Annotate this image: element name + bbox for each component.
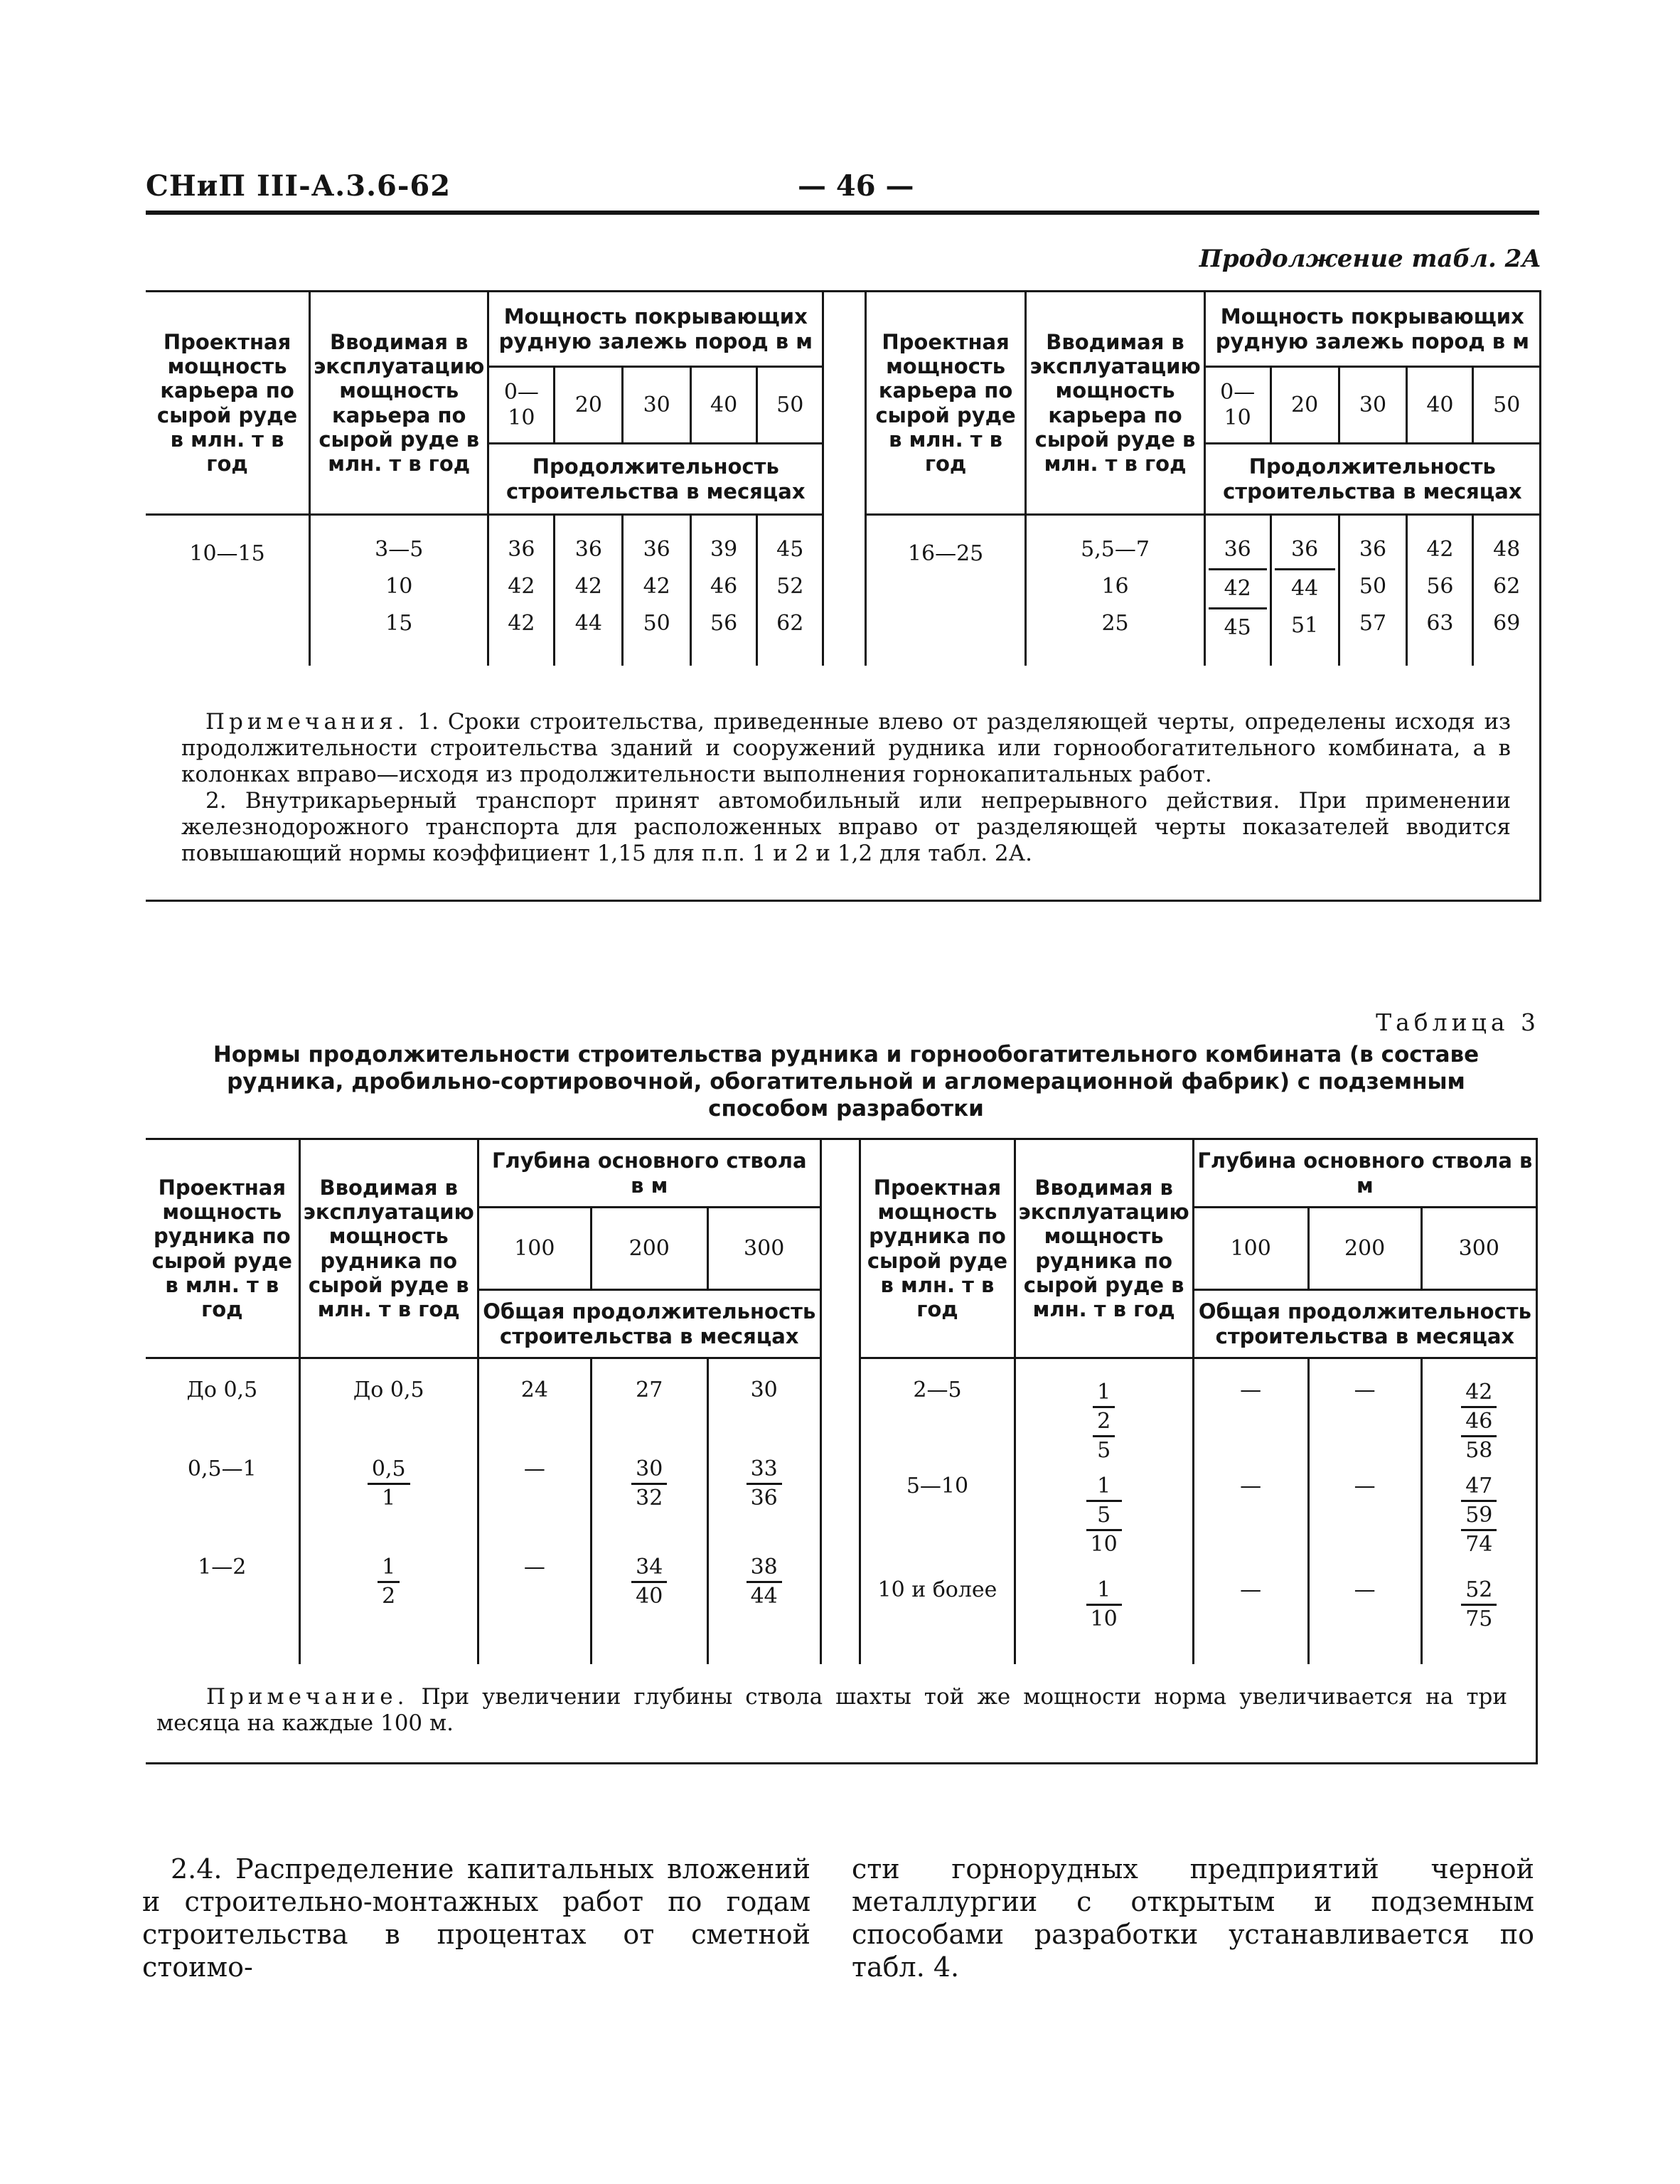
table-3-gap	[820, 1139, 860, 1664]
table-3-fraction-cell	[595, 1456, 704, 1554]
table-3-numerator: 34	[631, 1554, 667, 1583]
table-2a-value: 42	[1426, 537, 1454, 562]
table-3-denominator: 58	[1465, 1438, 1493, 1463]
table-2a-value: 10	[385, 574, 413, 599]
table-2a-value: 25	[1101, 611, 1129, 636]
table-3-left-depth-header: Глубина основного ствола в м	[478, 1139, 820, 1208]
table-2a-right-overburden-header: Мощность покрывающих рудную залежь пород в м	[1204, 292, 1539, 367]
table-3-fraction	[1461, 1577, 1497, 1633]
document-code: СНиП III-А.3.6-62	[146, 169, 451, 203]
table-3-fraction	[1093, 1379, 1115, 1464]
table-3-fraction-cell	[1425, 1369, 1533, 1473]
table-3-fraction-cell	[595, 1554, 704, 1625]
table-2a-right-col-0-10	[1204, 515, 1270, 666]
table-2a-right-depth: 0—10	[1204, 367, 1270, 444]
table-3-denominator: 74	[1465, 1532, 1493, 1557]
table-2a-left-depth: 40	[691, 367, 757, 444]
table-2a-bottom-rule	[146, 900, 1541, 902]
table-3-fraction	[378, 1554, 400, 1610]
table-3-fraction-cell	[1019, 1473, 1189, 1577]
table-2a-left-col-50	[757, 515, 823, 666]
section-2-4-left-column: 2.4. Распределение капитальных вложений и строительно-монтажных работ по годам строительства в процентах от сметной стоимо-	[142, 1853, 810, 1983]
table-3-fraction-cell	[304, 1456, 474, 1554]
table-2a-value: 69	[1493, 611, 1521, 636]
table-3-denominator: 36	[750, 1486, 778, 1511]
header-rule	[146, 211, 1539, 215]
table-3-right-col-100	[1193, 1358, 1308, 1664]
table-2a-value: 57	[1359, 611, 1387, 636]
table-3-label: Таблица 3	[1376, 1008, 1540, 1036]
table-3-right-depth: 100	[1193, 1208, 1308, 1290]
table-3-middle: 59	[1461, 1502, 1497, 1531]
table-2a-right-depth: 50	[1473, 367, 1539, 444]
table-3-middle: 5	[1086, 1502, 1122, 1531]
table-3-title: Нормы продолжительности строительства рудника и горнообогатительного комбината (в составе рудника, дробильно-сортировочной, обогатительной и агломерационной фабрик) с подземным способом разработки	[213, 1042, 1480, 1122]
table-3-bottom-rule	[146, 1762, 1538, 1764]
table-3-value: —	[1240, 1474, 1262, 1498]
table-3-left-capacity: 0,5—1	[187, 1456, 257, 1481]
table-2a-left-capacity: 10—15	[189, 541, 265, 566]
table-3-denominator: 10	[1090, 1532, 1118, 1557]
table-3-left-capacity: До 0,5	[186, 1378, 258, 1402]
table-2a-value: 56	[710, 611, 738, 636]
table-2a-value: 50	[643, 611, 670, 636]
page-number: — 46 —	[798, 169, 914, 203]
table-3-right-capacity: 2—5	[913, 1378, 962, 1402]
table-3-note-text: При увеличении глубины ствола шахты той же мощности норма увеличивается на три месяца на каждые 100 м.	[156, 1684, 1508, 1736]
table-3-denominator: 1	[382, 1486, 396, 1511]
table-3-numerator: 1	[1086, 1577, 1122, 1606]
table-3-denominator: 40	[636, 1584, 663, 1609]
table-2a-right-depth: 40	[1407, 367, 1473, 444]
table-3-right-capacity: 5—10	[906, 1474, 969, 1498]
table-3-fraction	[1461, 1379, 1497, 1464]
table-3-numerator: 52	[1461, 1577, 1497, 1606]
table-3-denominator: 32	[636, 1486, 663, 1511]
table-2a-value: 52	[776, 574, 804, 599]
table-3-fraction	[1086, 1473, 1122, 1558]
table-3-middle: 46	[1461, 1408, 1497, 1437]
table-3-numerator: 38	[747, 1554, 782, 1583]
table-2a-left-duration-header: Продолжительность строительства в месяцах	[488, 444, 823, 515]
table-3-left-commissioned-header: Вводимая в эксплуатацию мощность рудника по сырой руде в млн. т в год	[299, 1139, 478, 1358]
table-3-value: 27	[636, 1378, 663, 1402]
table-2a-value: 42	[574, 574, 602, 599]
table-3-right-depth-header: Глубина основного ствола в м	[1193, 1139, 1536, 1208]
table-3-right-commissioned-header: Вводимая в эксплуатацию мощность рудника по сырой руде в млн. т в год	[1015, 1139, 1193, 1358]
table-3-fraction	[1086, 1577, 1122, 1633]
table-2a-notes-heading: Примечания.	[205, 709, 409, 735]
table-3-value: До 0,5	[353, 1378, 424, 1402]
table-3-fraction-cell	[712, 1456, 817, 1554]
table-3-fraction	[631, 1456, 667, 1512]
table-2a-value: 62	[776, 611, 804, 636]
table-2a-left-overburden-header: Мощность покрывающих рудную залежь пород в м	[488, 292, 823, 367]
table-3-middle: 2	[1093, 1408, 1115, 1437]
table-3-right-capacity: 10 и более	[877, 1577, 997, 1602]
table-2a-value: 42	[1209, 570, 1267, 609]
table-3-left-depth: 100	[478, 1208, 591, 1290]
table-3-numerator: 0,5	[368, 1456, 410, 1485]
table-2a-right-col-50	[1473, 515, 1539, 666]
table-2a-right-col-30	[1339, 515, 1407, 666]
table-3-left-depth: 200	[591, 1208, 707, 1290]
table-2a-right-commissioned-header: Вводимая в эксплуатацию мощность карьера по сырой руде в млн. т в год	[1026, 292, 1204, 515]
table-3-left-col-100	[478, 1358, 591, 1664]
table-3-value: —	[1354, 1474, 1376, 1498]
table-3-numerator: 30	[631, 1456, 667, 1485]
table-2a-right-capacity-header: Проектная мощность карьера по сырой руде в млн. т в год	[865, 292, 1026, 515]
table-2a-right-col-20	[1270, 515, 1339, 666]
table-3-value: —	[1240, 1378, 1262, 1402]
table-2a-value: 48	[1493, 537, 1521, 562]
table-3-fraction-cell	[1425, 1577, 1533, 1648]
table-2a-note-1	[181, 709, 1511, 788]
table-3-left-capacity: 1—2	[198, 1555, 247, 1580]
table-3-left-capacity-header: Проектная мощность рудника по сырой руде в млн. т в год	[146, 1139, 299, 1358]
table-2a	[146, 290, 1539, 666]
table-3-fraction-cell	[1019, 1369, 1189, 1473]
table-2a-value: 3—5	[375, 537, 424, 562]
table-3-value: —	[523, 1456, 545, 1481]
table-2a-value: 42	[508, 574, 535, 599]
table-3-fraction	[368, 1456, 410, 1512]
table-3-right-depth: 300	[1421, 1208, 1536, 1290]
table-2a-value: 56	[1426, 574, 1454, 599]
table-3-denominator: 10	[1090, 1607, 1118, 1631]
table-2a-left-depth: 50	[757, 367, 823, 444]
table-2a-left-capacity-header: Проектная мощность карьера по сырой руде в млн. т в год	[146, 292, 310, 515]
table-3-fraction-cell	[1425, 1473, 1533, 1577]
table-2a-value: 36	[574, 537, 602, 562]
table-2a-left-col-0-10	[488, 515, 555, 666]
table-3-numerator: 1	[1086, 1473, 1122, 1502]
table-3-left-col-300	[707, 1358, 820, 1664]
table-3	[146, 1138, 1536, 1664]
table-2a-value: 44	[574, 611, 602, 636]
table-3-value: —	[1354, 1577, 1376, 1602]
table-3-right-col-200	[1308, 1358, 1421, 1664]
table-3-fraction	[631, 1554, 667, 1610]
table-2a-value: 63	[1426, 611, 1454, 636]
table-2a-value: 45	[776, 537, 804, 562]
table-3-left-capacity-cell	[146, 1358, 299, 1664]
table-2a-value: 36	[508, 537, 535, 562]
table-2a-right-commissioned-cell	[1026, 515, 1204, 666]
table-3-numerator: 42	[1461, 1379, 1497, 1408]
table-2a-value: 5,5—7	[1081, 537, 1150, 562]
table-3-note	[156, 1684, 1507, 1737]
table-3-right-duration-header: Общая продолжительность строительства в месяцах	[1193, 1290, 1536, 1358]
table-2a-right-capacity: 16—25	[865, 515, 1026, 666]
table-3-right-capacity-cell	[860, 1358, 1015, 1664]
table-2a-gap	[823, 292, 865, 666]
table-3-value: —	[1240, 1577, 1262, 1602]
table-2a-right-duration-header: Продолжительность строительства в месяцах	[1204, 444, 1539, 515]
table-2a-value: 15	[385, 611, 413, 636]
table-2a-value: 16	[1101, 574, 1129, 599]
table-2a-value: 36	[643, 537, 670, 562]
table-2a-left-col-20	[555, 515, 623, 666]
table-2a-value: 36	[1209, 531, 1267, 570]
table-3-fraction	[747, 1554, 782, 1610]
table-2a-left-commissioned-cell	[310, 515, 488, 666]
table-3-numerator: 33	[747, 1456, 782, 1485]
table-3-fraction-cell	[1019, 1577, 1189, 1648]
table-2a-value: 50	[1359, 574, 1387, 599]
table-2a-continuation-label: Продолжение табл. 2А	[1199, 245, 1541, 273]
table-3-denominator: 2	[382, 1584, 396, 1609]
table-3-fraction	[1461, 1473, 1497, 1558]
table-3-value: 24	[520, 1378, 548, 1402]
section-2-4-right-column: сти горнорудных предприятий черной металлургии с открытым и подземным способами разработки устанавливается по табл. 4.	[852, 1853, 1534, 1983]
table-3-denominator: 75	[1465, 1607, 1493, 1631]
table-2a-value: 46	[710, 574, 738, 599]
table-2a-left-depth: 0—10	[488, 367, 555, 444]
table-3-numerator: 1	[1093, 1379, 1115, 1408]
table-3-right-depth: 200	[1308, 1208, 1421, 1290]
table-3-numerator: 1	[378, 1554, 400, 1583]
table-2a-value: 39	[710, 537, 738, 562]
table-3-left-col-200	[591, 1358, 707, 1664]
table-3-denominator: 5	[1097, 1438, 1111, 1463]
table-2a-value: 42	[508, 611, 535, 636]
table-2a-note-2: 2. Внутрикарьерный транспорт принят автомобильный или непрерывного действия. При применении железнодорожного транспорта для расположенных вправо от разделяющей черты показателей вводится повышающий нормы коэффициент 1,15 для п.п. 1 и 2 и 1,2 для табл. 2А.	[181, 788, 1511, 866]
table-3-note-heading: Примечание.	[206, 1684, 409, 1710]
table-3-left-commissioned-cell	[299, 1358, 478, 1664]
table-2a-left-col-40	[691, 515, 757, 666]
table-3-fraction-cell	[304, 1554, 474, 1625]
table-3-left-depth: 300	[707, 1208, 820, 1290]
table-2a-value: 36	[1359, 537, 1387, 562]
table-3-value: —	[1354, 1378, 1376, 1402]
table-2a-left-commissioned-header: Вводимая в эксплуатацию мощность карьера по сырой руде в млн. т в год	[310, 292, 488, 515]
table-2a-value: 51	[1291, 613, 1319, 638]
table-3-right-commissioned-cell	[1015, 1358, 1193, 1664]
table-3-value: —	[523, 1555, 545, 1580]
table-2a-value: 42	[643, 574, 670, 599]
table-2a-left-depth: 20	[555, 367, 623, 444]
table-2a-value: 62	[1493, 574, 1521, 599]
table-3-right-col-300	[1421, 1358, 1536, 1664]
table-2a-note-1-text: 1. Сроки строительства, приведенные влево от разделяющей черты, определены исходя из продолжительности строительства зданий и сооружений рудника или горнообогатительного комбината, а в колонках вправо—исходя из продолжительности выполнения горнокапитальных работ.	[181, 709, 1512, 787]
table-3-fraction-cell	[712, 1554, 817, 1625]
table-3-fraction	[747, 1456, 782, 1512]
table-2a-value: 36	[1275, 531, 1335, 570]
table-3-left-duration-header: Общая продолжительность строительства в месяцах	[478, 1290, 820, 1358]
table-2a-right-col-40	[1407, 515, 1473, 666]
table-2a-left-col-30	[623, 515, 691, 666]
table-3-numerator: 47	[1461, 1473, 1497, 1502]
table-2a-left-depth: 30	[623, 367, 691, 444]
table-2a-right-depth: 30	[1339, 367, 1407, 444]
table-2a-value: 44	[1291, 576, 1319, 601]
table-3-denominator: 44	[750, 1584, 778, 1609]
table-2a-value: 45	[1224, 615, 1251, 640]
table-2a-right-depth: 20	[1270, 367, 1339, 444]
table-3-right-capacity-header: Проектная мощность рудника по сырой руде в млн. т в год	[860, 1139, 1015, 1358]
table-3-value: 30	[750, 1378, 778, 1402]
